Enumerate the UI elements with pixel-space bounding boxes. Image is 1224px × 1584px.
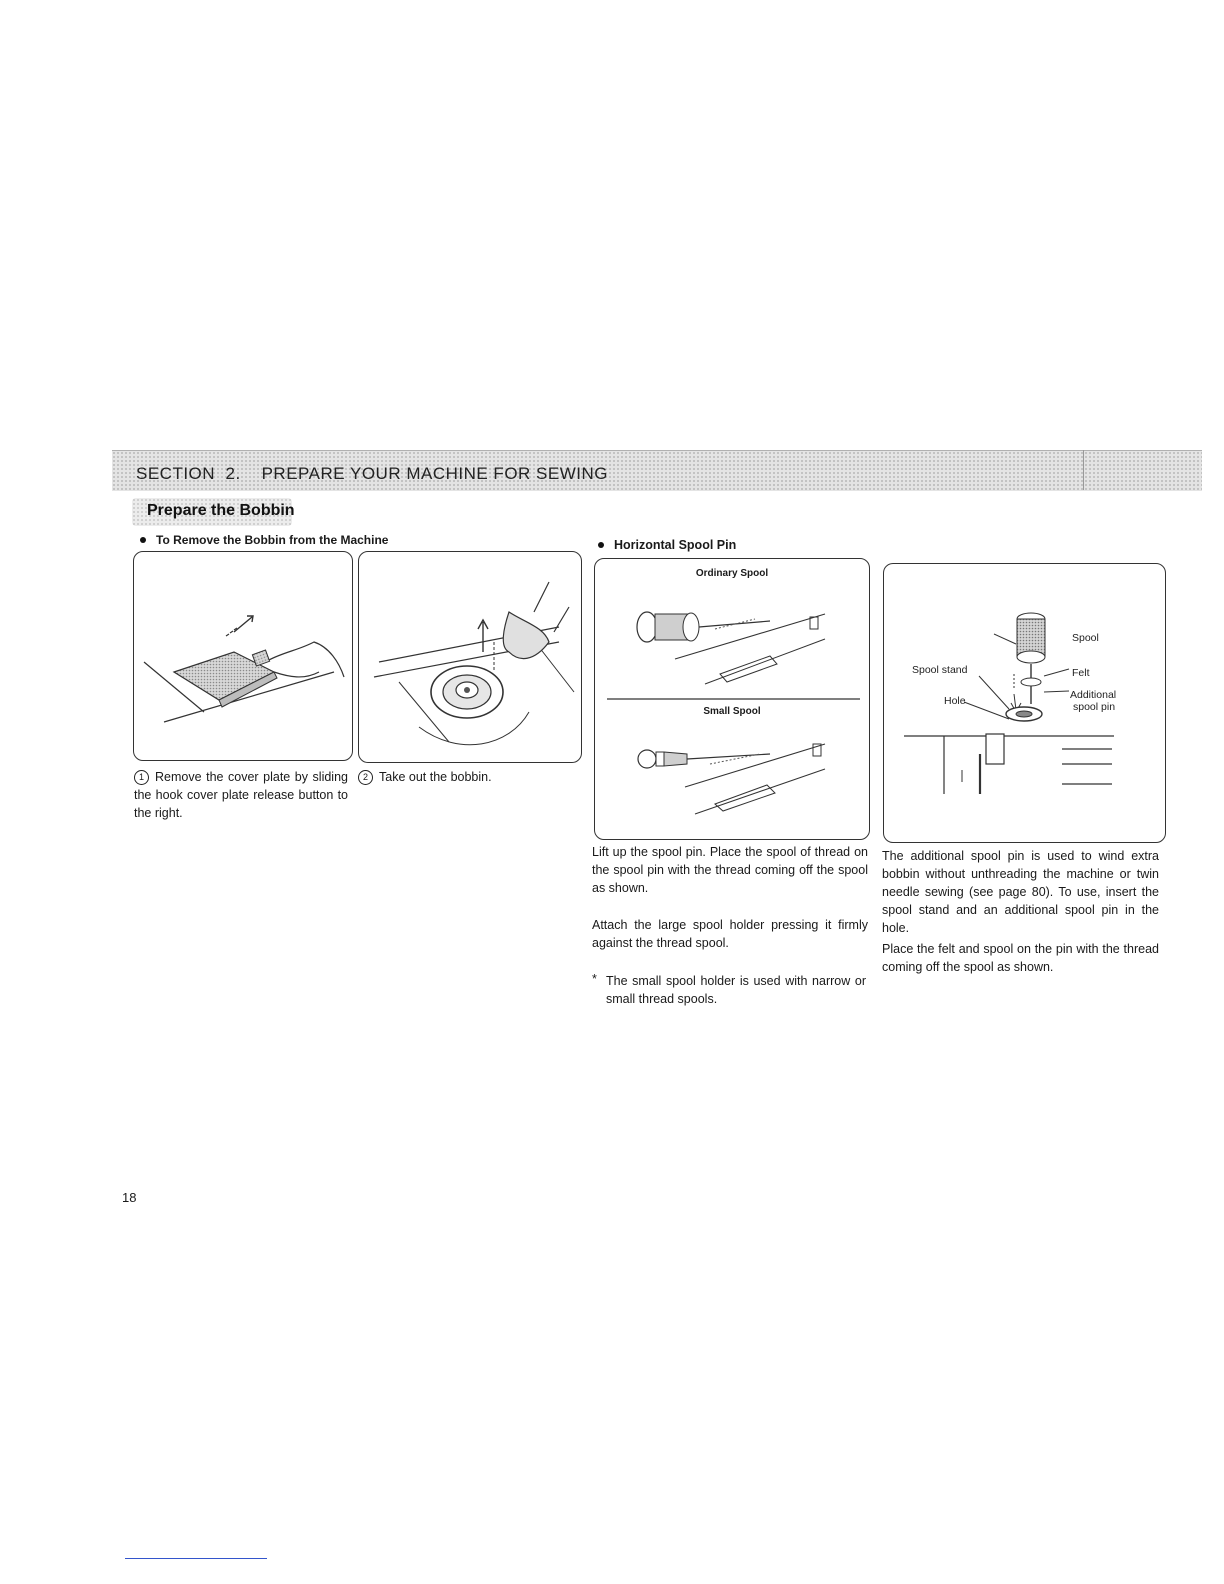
footer-rule — [125, 1558, 267, 1559]
right-para1: The additional spool pin is used to wind extra bobbin without unthreading the machine or twin needle sewing (see page 80). To use, insert the spool stand and an additional spool pin in the hole. — [882, 849, 1159, 935]
middle-para1: Lift up the spool pin. Place the spool of thread on the spool pin with the thread coming off the spool as shown. — [592, 845, 868, 895]
small-spool-label: Small Spool — [703, 706, 761, 717]
cover-plate-illustration — [134, 552, 352, 760]
figure-take-out-bobbin — [358, 551, 582, 763]
right-para2: Place the felt and spool on the pin with the thread coming off the spool as shown. — [882, 942, 1159, 974]
ordinary-spool-label: Ordinary Spool — [695, 568, 769, 579]
figure-horizontal-spool-pin — [594, 558, 870, 840]
left-heading — [140, 533, 388, 547]
left-heading-text: To Remove the Bobbin from the Machine — [156, 533, 389, 547]
additional-spool-pin-illustration — [884, 564, 1165, 842]
label-spool-stand: Spool stand — [912, 664, 968, 676]
step1-text: Remove the cover plate by sliding the hook cover plate release button to the right. — [134, 770, 348, 820]
middle-note: The small spool holder is used with narrow or small thread spools. — [606, 974, 866, 1006]
label-hole: Hole — [944, 695, 966, 707]
middle-heading-text: Horizontal Spool Pin — [614, 538, 737, 552]
label-additional-spool-pin — [1070, 689, 1116, 713]
step1-caption — [134, 768, 348, 822]
bullet-icon — [140, 537, 146, 543]
page-number: 18 — [122, 1190, 137, 1205]
note-asterisk: * — [592, 972, 597, 986]
figure-remove-cover-plate — [133, 551, 353, 761]
spool-pin-illustration — [595, 559, 869, 839]
section-bar-divider — [1083, 450, 1084, 490]
middle-para2: Attach the large spool holder pressing it firmly against the thread spool. — [592, 918, 868, 950]
label-additional-line1: Additional — [1070, 689, 1117, 701]
subsection-title: Prepare the Bobbin — [147, 502, 295, 519]
label-spool: Spool — [1072, 632, 1099, 644]
step2-caption — [358, 768, 558, 786]
label-felt: Felt — [1072, 667, 1090, 679]
middle-heading — [598, 538, 736, 552]
step2-number: 2 — [358, 770, 373, 785]
step2-text: Take out the bobbin. — [379, 770, 492, 784]
bullet-icon — [598, 542, 604, 548]
figure-additional-spool-pin — [883, 563, 1166, 843]
step1-number: 1 — [134, 770, 149, 785]
bobbin-illustration — [359, 552, 581, 762]
section-title: SECTION 2. PREPARE YOUR MACHINE FOR SEWING — [136, 464, 608, 483]
label-additional-line2: spool pin — [1073, 701, 1116, 713]
